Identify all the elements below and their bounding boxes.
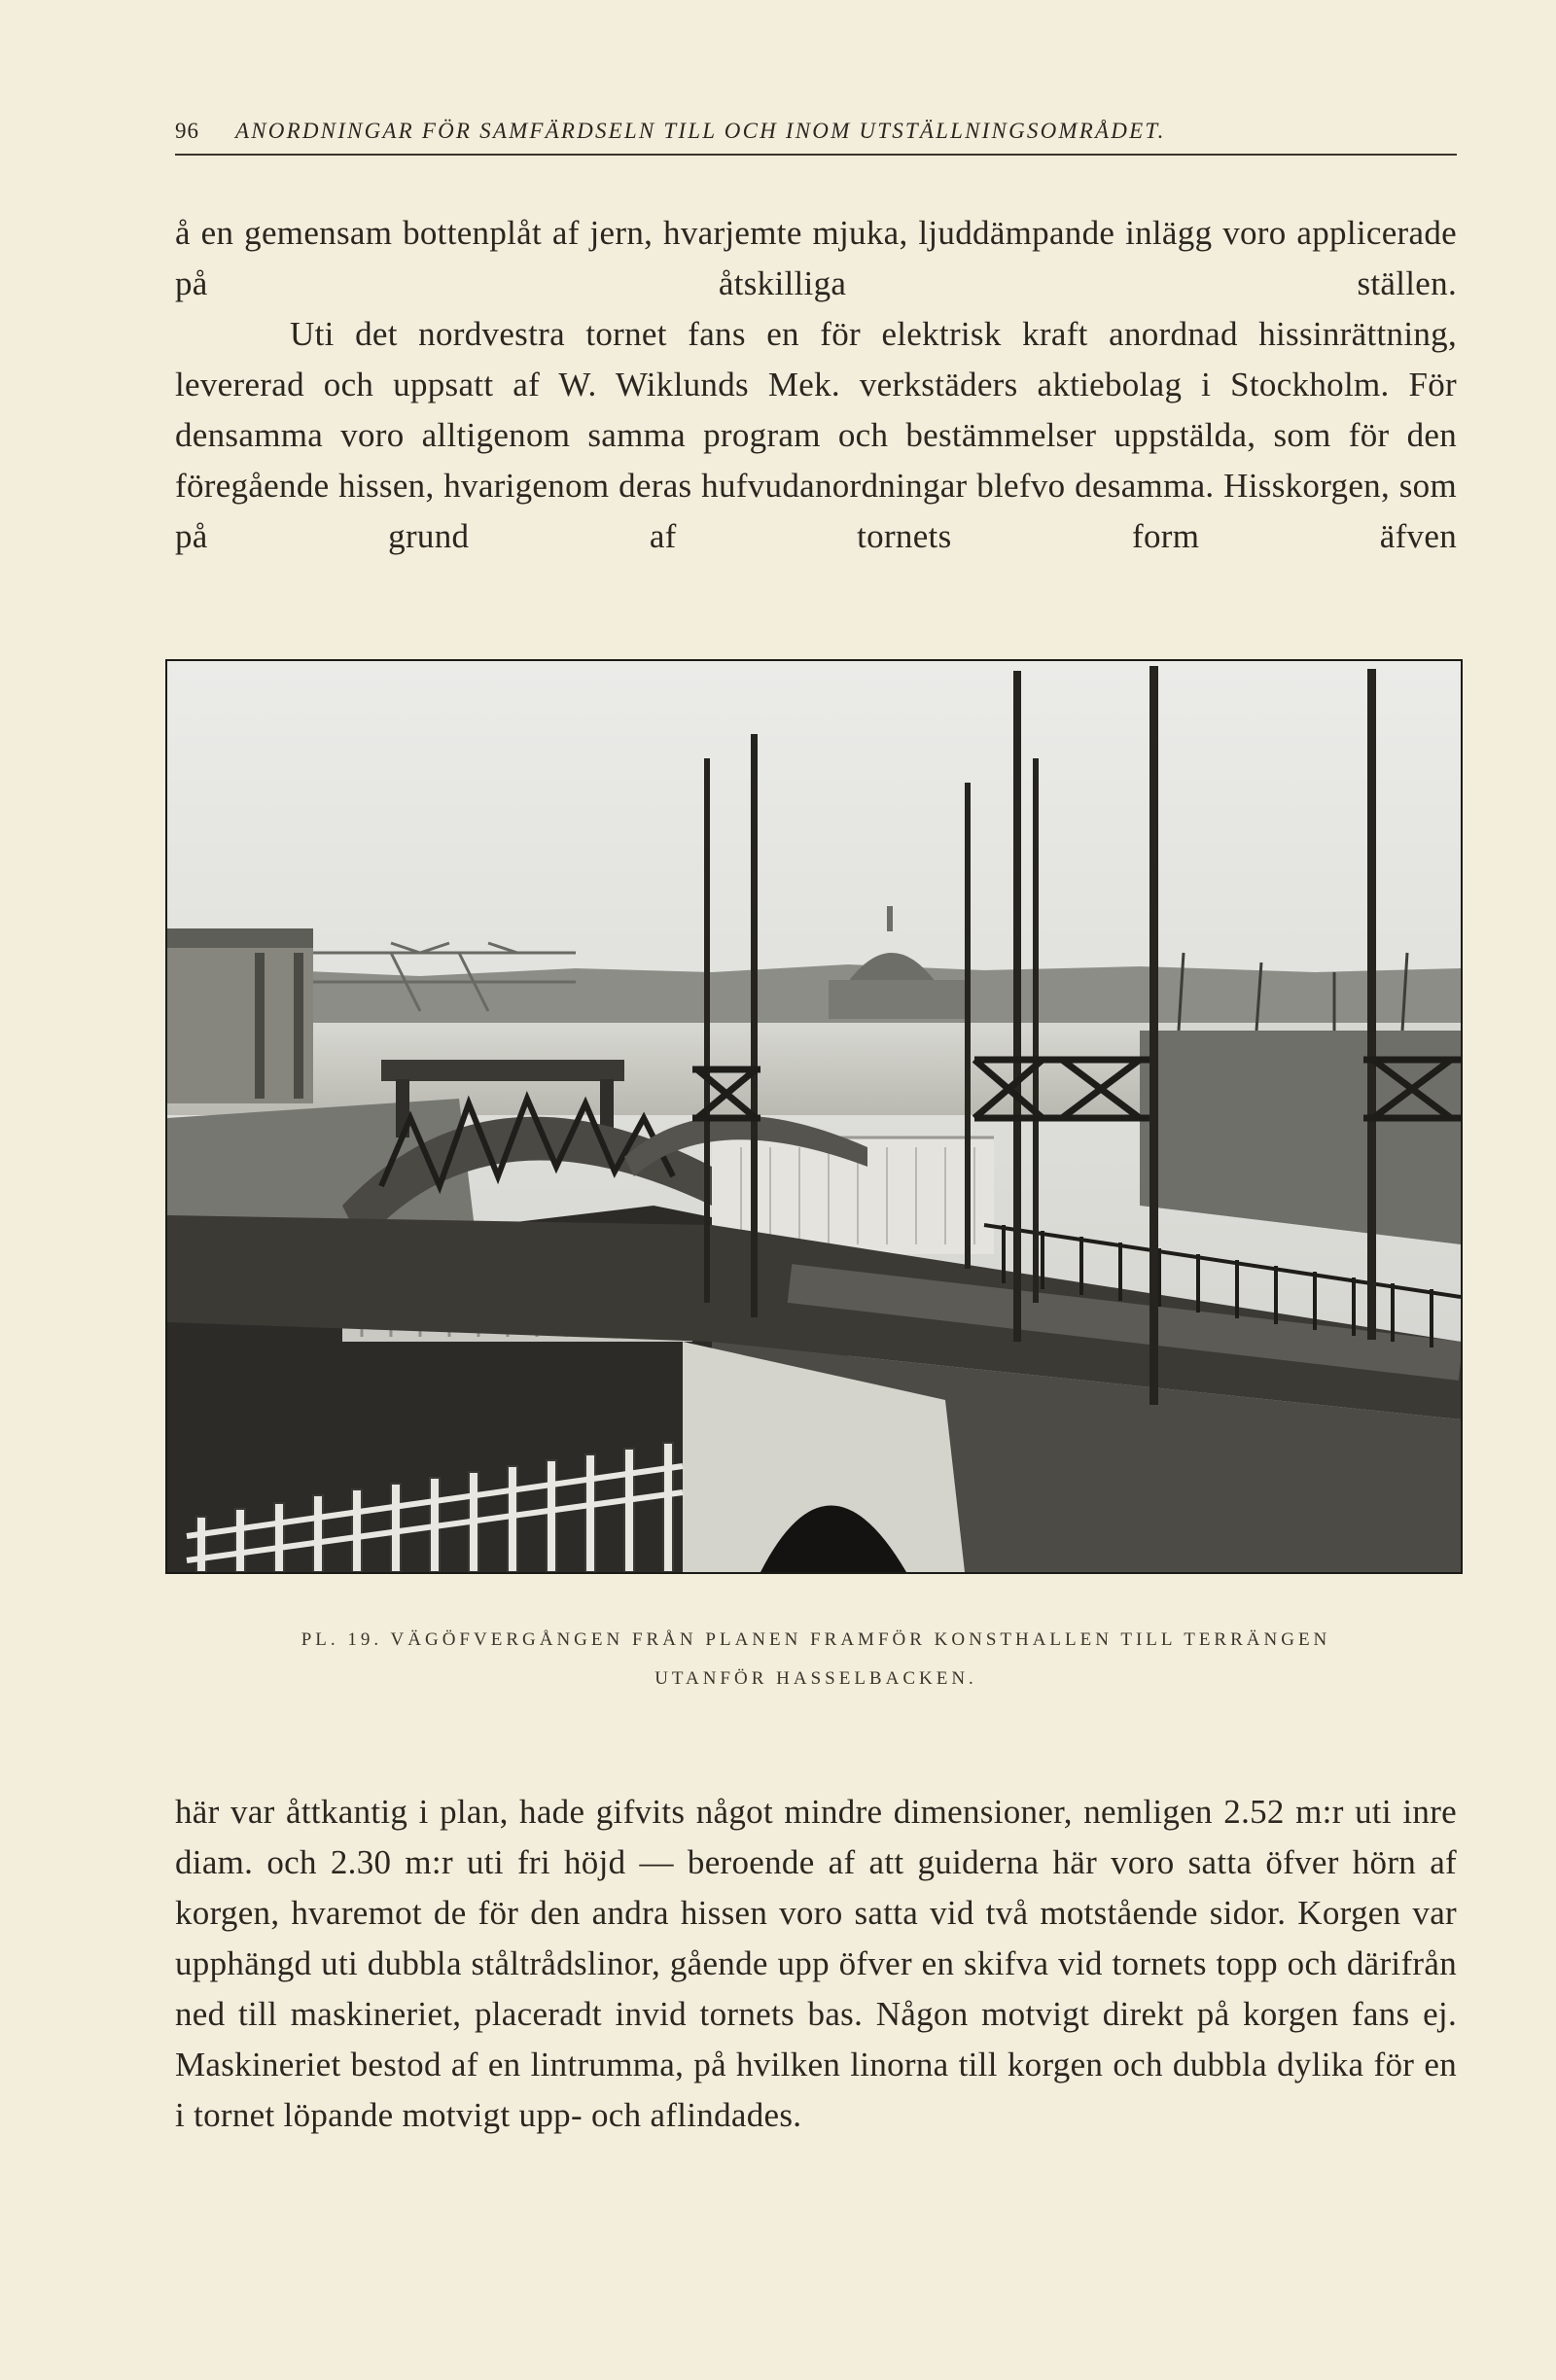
figure-caption-line-1: PL. 19. VÄGÖFVERGÅNGEN FRÅN PLANEN FRAMFÖR KONSTHALLEN TILL TERRÄNGEN	[301, 1629, 1331, 1650]
running-header	[175, 115, 1457, 156]
bridge-photograph	[165, 659, 1463, 1574]
paragraph-3: här var åttkantig i plan, hade gifvits något mindre dimensioner, nemligen 2.52 m:r uti inre diam. och 2.30 m:r uti fri höjd — beroende af att guiderna här voro satta öfver hörn af korgen, hvaremot de för den andra hissen voro satta vid två motstående sidor. Korgen var upphängd uti dubbla ståltrådslinor, gående upp öfver en skifva vid tornets topp och därifrån ned till maskineriet, placeradt invid tornets bas. Någon motvigt direkt på korgen fans ej. Maskineriet bestod af en lintrumma, på hvilken linorna till korgen och dubbla dylika för en i tornet löpande motvigt upp- och aflindades.	[175, 1793, 1457, 2134]
figure-caption-line-2: UTANFÖR HASSELBACKEN.	[654, 1668, 977, 1689]
running-title: ANORDNINGAR FÖR SAMFÄRDSELN TILL OCH INOM UTSTÄLLNINGSOMRÅDET.	[235, 119, 1166, 143]
paragraph-1: å en gemensam bottenplåt af jern, hvarjemte mjuka, ljuddämpande inlägg voro applicerade på åtskilliga ställen.	[175, 214, 1457, 302]
page-number: 96	[175, 119, 199, 143]
paragraph-2: Uti det nordvestra tornet fans en för elektrisk kraft anordnad hissinrättning, levererad och uppsatt af W. Wiklunds Mek. verkstäders aktiebolag i Stockholm. För densamma voro alltigenom samma program och bestämmelser uppstälda, som för den föregående hissen, hvarigenom deras hufvudanordningar blefvo desamma. Hisskorgen, som på grund af tornets form äfven	[175, 315, 1457, 555]
